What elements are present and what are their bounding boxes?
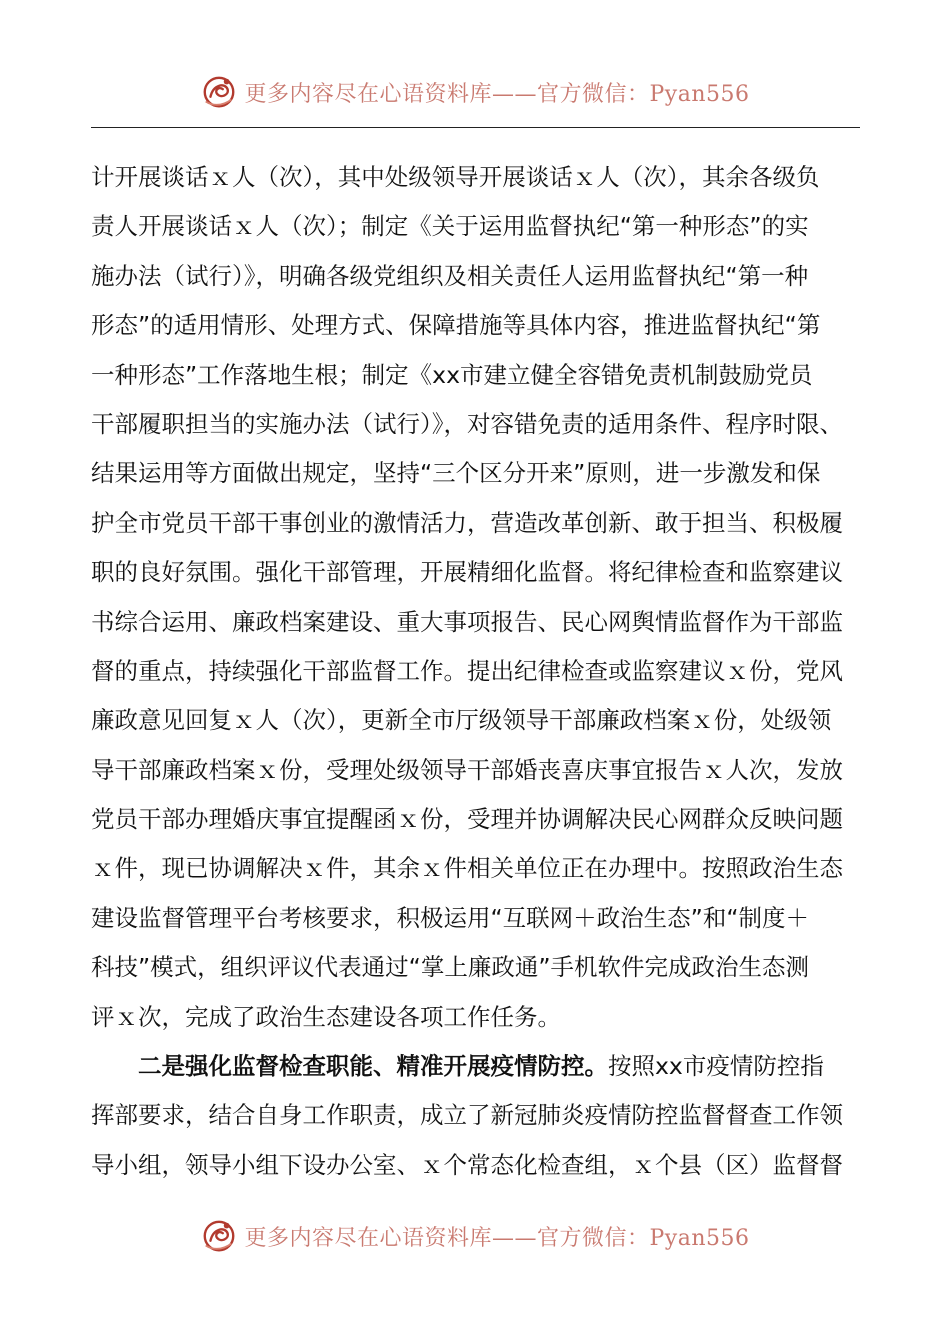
text-line: 督的重点，持续强化干部监督工作。提出纪律检查或监察建议ｘ份，党风 xyxy=(91,656,843,685)
watermark-banner-top xyxy=(0,70,950,114)
paragraph-2-heading: 二是强化监督检查职能、精准开展疫情防控。 xyxy=(138,1052,608,1081)
text-line: 廉政意见回复ｘ人（次），更新全市厅级领导干部廉政档案ｘ份，处级领 xyxy=(91,706,832,735)
watermark-separator: —— xyxy=(491,81,537,107)
text-line: 导小组，领导小组下设办公室、ｘ个常态化检查组，ｘ个县（区）监督督 xyxy=(91,1150,843,1179)
text-line: 评ｘ次，完成了政治生态建设各项工作任务。 xyxy=(91,1002,561,1031)
text-line: 书综合运用、廉政档案建设、重大事项报告、民心网舆情监督作为干部监 xyxy=(91,607,843,636)
paragraph-2-first-text: 按照xx市疫情防控指 xyxy=(608,1052,824,1081)
watermark-wechat-id: Pyan556 xyxy=(649,1225,750,1251)
text-line: 建设监督管理平台考核要求，积极运用“互联网＋政治生态”和“制度＋ xyxy=(91,903,810,932)
text-line: 施办法（试行）》，明确各级党组织及相关责任人运用监督执纪“第一种 xyxy=(91,261,809,290)
watermark-wechat-label: 官方微信： xyxy=(536,81,650,107)
text-line: 职的良好氛围。强化干部管理，开展精细化监督。将纪律检查和监察建议 xyxy=(91,558,843,587)
text-line: 挥部要求，结合自身工作职责，成立了新冠肺炎疫情防控监督督查工作领 xyxy=(91,1101,843,1130)
logo-swirl-icon xyxy=(200,1217,238,1255)
document-body xyxy=(91,153,861,1190)
text-line: 一种形态”工作落地生根；制定《xx市建立健全容错免责机制鼓励党员 xyxy=(91,360,813,389)
header-divider xyxy=(91,127,860,128)
watermark-text xyxy=(244,1221,749,1252)
text-line: 护全市党员干部干事创业的激情活力，营造改革创新、敢于担当、积极履 xyxy=(91,508,843,537)
watermark-text xyxy=(244,77,749,108)
text-line: 形态”的适用情形、处理方式、保障措施等具体内容，推进监督执纪“第 xyxy=(91,311,821,340)
watermark-separator: —— xyxy=(491,1225,537,1251)
text-line: ｘ件，现已协调解决ｘ件，其余ｘ件相关单位正在办理中。按照政治生态 xyxy=(91,854,843,883)
watermark-wechat-label: 官方微信： xyxy=(536,1225,650,1251)
watermark-banner-bottom xyxy=(0,1214,950,1258)
text-line: 干部履职担当的实施办法（试行）》，对容错免责的适用条件、程序时限、 xyxy=(91,409,843,438)
logo-swirl-icon xyxy=(200,73,238,111)
text-line: 责人开展谈话ｘ人（次）；制定《关于运用监督执纪“第一种形态”的实 xyxy=(91,212,809,241)
text-line: 结果运用等方面做出规定，坚持“三个区分开来”原则，进一步激发和保 xyxy=(91,459,821,488)
watermark-site-text: 更多内容尽在心语资料库 xyxy=(244,1225,492,1251)
watermark-wechat-id: Pyan556 xyxy=(649,81,750,107)
watermark-site-text: 更多内容尽在心语资料库 xyxy=(244,81,492,107)
text-line: 科技”模式，组织评议代表通过“掌上廉政通”手机软件完成政治生态测 xyxy=(91,953,810,982)
text-line: 计开展谈话ｘ人（次），其中处级领导开展谈话ｘ人（次），其余各级负 xyxy=(91,163,820,191)
paragraph-2-first-line xyxy=(91,1042,861,1091)
text-line: 导干部廉政档案ｘ份，受理处级领导干部婚丧喜庆事宜报告ｘ人次，发放 xyxy=(91,755,843,784)
text-line: 党员干部办理婚庆事宜提醒函ｘ份，受理并协调解决民心网群众反映问题 xyxy=(91,805,843,834)
